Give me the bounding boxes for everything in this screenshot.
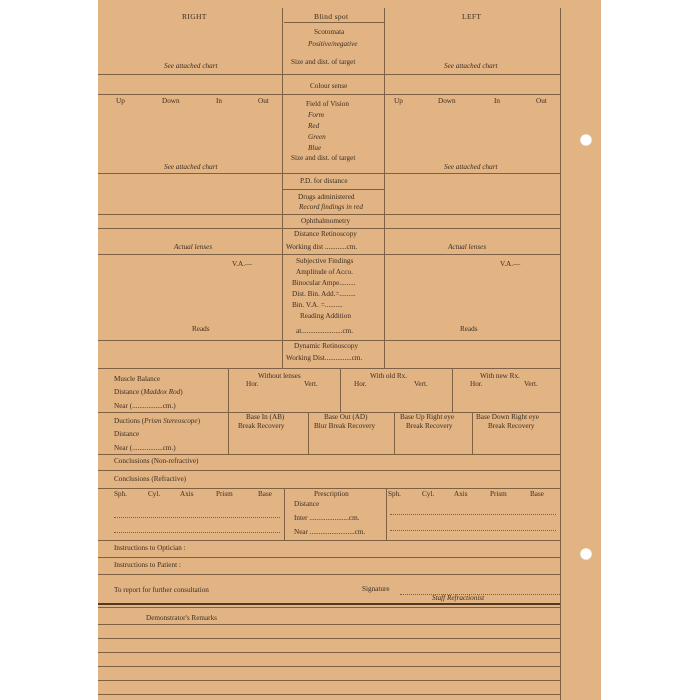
rule — [98, 488, 560, 489]
field-size-dist: Size and dist. of target — [291, 154, 356, 162]
vert-3: Vert. — [524, 380, 538, 388]
divider-vertical — [308, 412, 309, 454]
divider-vertical — [340, 368, 341, 412]
retinoscopy-working-dist: Working dist ............cm. — [286, 243, 358, 251]
field-down-left: Down — [438, 97, 456, 105]
rule — [98, 557, 560, 558]
ductions-near: Near (.................cm.) — [114, 444, 176, 452]
field-see-chart-left: See attached chart — [444, 163, 498, 171]
muscle-balance-label: Muscle Balance — [114, 375, 161, 383]
ophthalmometry: Ophthalmometry — [301, 217, 351, 225]
base-in: Base In (AB) — [246, 413, 285, 421]
rule — [98, 94, 282, 95]
form-right-border — [560, 8, 561, 700]
rule — [284, 22, 384, 23]
without-lenses: Without lenses — [258, 372, 301, 380]
base-down: Base Down Right eye — [476, 413, 539, 421]
rx-axis-right: Axis — [180, 490, 194, 498]
instructions-to-optician: Instructions to Optician : — [114, 544, 186, 552]
header-blind-spot: Blind spot — [314, 12, 349, 21]
rx-cyl-right: Cyl. — [148, 490, 161, 498]
field-blue: Blue — [308, 144, 322, 152]
rule — [98, 470, 560, 471]
break-recovery-1: Break Recovery — [238, 422, 285, 430]
dotted-line — [114, 517, 280, 518]
pd-for-distance: P.D. for distance — [300, 177, 348, 185]
rx-sph-right: Sph. — [114, 490, 127, 498]
base-out: Base Out (AD) — [324, 413, 368, 421]
rule — [98, 173, 560, 174]
field-green: Green — [308, 133, 326, 141]
rule — [98, 454, 560, 455]
dist-bin-add: Dist. Bin. Add.=......... — [292, 290, 356, 298]
field-down-right: Down — [162, 97, 180, 105]
break-recovery-2: Break Recovery — [406, 422, 453, 430]
reads-left: Reads — [460, 325, 478, 333]
scotomata-see-chart-right: See attached chart — [164, 62, 218, 70]
rule — [98, 666, 560, 667]
divider-vertical — [284, 488, 285, 540]
field-form: Form — [308, 111, 324, 119]
rx-prism-right: Prism — [216, 490, 233, 498]
break-recovery-3: Break Recovery — [488, 422, 535, 430]
reading-addition: Reading Addition — [300, 312, 351, 320]
actual-lenses-right: Actual lenses — [174, 243, 213, 251]
vert-1: Vert. — [304, 380, 318, 388]
divider-vertical — [228, 368, 229, 454]
scotomata-size-dist: Size and dist. of target — [291, 58, 356, 66]
va-right: V.A.— — [232, 260, 253, 268]
field-out-left: Out — [536, 97, 547, 105]
rule — [282, 94, 384, 95]
actual-lenses-left: Actual lenses — [448, 243, 487, 251]
rule — [98, 574, 560, 575]
subjective-findings: Subjective Findings — [296, 257, 354, 265]
rule — [384, 94, 560, 95]
with-new-rx: With new Rx. — [480, 372, 520, 380]
rule — [98, 340, 560, 341]
base-up: Base Up Right eye — [400, 413, 455, 421]
bin-va: Bin. V.A. =.......... — [292, 301, 343, 309]
rule — [282, 189, 384, 190]
header-right: RIGHT — [182, 12, 207, 21]
double-rule-bottom — [98, 607, 560, 608]
rx-prism-left: Prism — [490, 490, 507, 498]
rx-axis-left: Axis — [454, 490, 468, 498]
dotted-line — [390, 514, 556, 515]
va-left: V.A.— — [500, 260, 521, 268]
drugs-administered: Drugs administered — [298, 193, 355, 201]
prescription-label: Prescription — [314, 490, 349, 498]
divider-vertical — [384, 8, 385, 368]
rule — [98, 214, 560, 215]
amplitude-of-acco: Amplitude of Acco. — [296, 268, 353, 276]
conclusions-non-refractive: Conclusions (Non-refractive) — [114, 457, 199, 465]
prescription-inter: Inter ......................cm. — [294, 514, 360, 522]
rx-base-left: Base — [530, 490, 544, 498]
dynamic-working-dist: Working Dist...............cm. — [286, 354, 363, 362]
blur-break-recovery: Blur Break Recovery — [314, 422, 376, 430]
rule — [98, 254, 560, 255]
rule — [98, 368, 560, 369]
record-findings: Record findings in red — [299, 203, 363, 211]
colour-sense: Colour sense — [310, 82, 348, 90]
dotted-line — [114, 532, 280, 533]
field-out-right: Out — [258, 97, 269, 105]
rx-sph-left: Sph. — [388, 490, 401, 498]
divider-vertical — [282, 8, 283, 368]
field-of-vision-label: Field of Vision — [306, 100, 349, 108]
hor-3: Hor. — [470, 380, 483, 388]
dynamic-retinoscopy: Dynamic Retinoscopy — [294, 342, 359, 350]
rule — [98, 74, 560, 75]
muscle-near: Near (.................cm.) — [114, 402, 176, 410]
demonstrators-remarks: Demonstrator's Remarks — [146, 614, 217, 622]
divider-vertical — [394, 412, 395, 454]
hor-1: Hor. — [246, 380, 259, 388]
staff-refractionist: Staff Refractionist — [432, 594, 485, 602]
divider-vertical — [386, 488, 387, 540]
distance-retinoscopy: Distance Retinoscopy — [294, 230, 357, 238]
muscle-distance: Distance (Maddox Rod) — [114, 388, 183, 396]
form-sheet — [98, 0, 601, 700]
binocular-ampe: Binocular Ampe......... — [292, 279, 356, 287]
rule — [98, 652, 560, 653]
prescription-near: Near .........................cm. — [294, 528, 366, 536]
field-see-chart-right: See attached chart — [164, 163, 218, 171]
field-up-left: Up — [394, 97, 403, 105]
scotomata-see-chart-left: See attached chart — [444, 62, 498, 70]
ductions-label: Ductions (Prism Stereoscope) — [114, 417, 200, 425]
rule — [98, 540, 560, 541]
reads-right: Reads — [192, 325, 210, 333]
rx-cyl-left: Cyl. — [422, 490, 435, 498]
scotomata-label: Scotomata — [314, 28, 345, 36]
instructions-to-patient: Instructions to Patient : — [114, 561, 181, 569]
divider-vertical — [452, 368, 453, 412]
divider-vertical — [472, 412, 473, 454]
signature-label: Signature — [362, 585, 390, 593]
rule — [98, 638, 560, 639]
punch-hole-bottom — [580, 548, 592, 560]
reading-at: at.......................cm. — [296, 327, 354, 335]
report-further-consultation: To report for further consultation — [114, 586, 209, 594]
ductions-distance: Distance — [114, 430, 140, 438]
prescription-distance: Distance — [294, 500, 320, 508]
scotomata-sub: Positive/negative — [308, 40, 358, 48]
rule — [98, 680, 560, 681]
hor-2: Hor. — [354, 380, 367, 388]
field-red: Red — [308, 122, 320, 130]
rule — [98, 228, 560, 229]
field-in-left: In — [494, 97, 500, 105]
header-left: LEFT — [462, 12, 482, 21]
field-in-right: In — [216, 97, 222, 105]
double-rule-top — [98, 603, 560, 605]
dotted-line — [390, 530, 556, 531]
rule — [98, 624, 560, 625]
rule — [98, 694, 560, 695]
vert-2: Vert. — [414, 380, 428, 388]
rx-base-right: Base — [258, 490, 272, 498]
field-up-right: Up — [116, 97, 125, 105]
conclusions-refractive: Conclusions (Refractive) — [114, 475, 187, 483]
punch-hole-top — [580, 134, 592, 146]
with-old-rx: With old Rx. — [370, 372, 408, 380]
